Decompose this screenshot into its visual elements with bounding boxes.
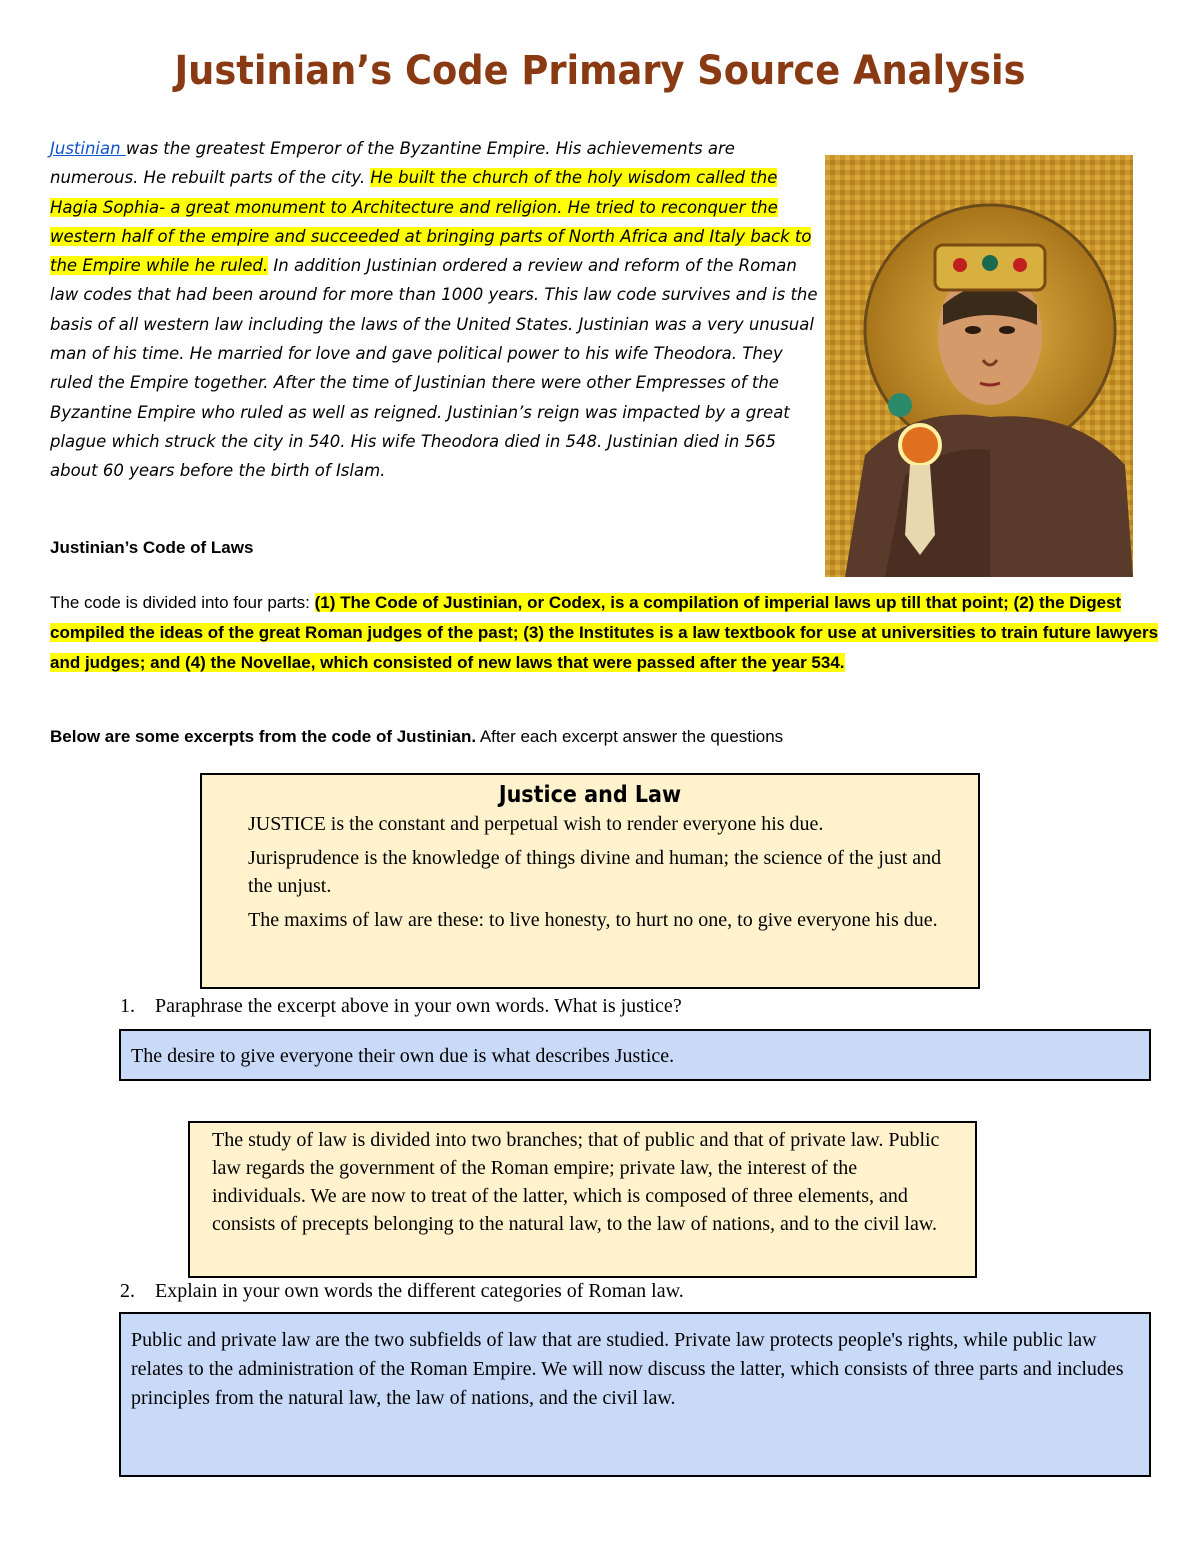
answer-1-field[interactable]: The desire to give everyone their own due is what describes Justice. (119, 1029, 1151, 1081)
code-of-laws-heading: Justinian’s Code of Laws (50, 538, 254, 557)
answer-2-field[interactable]: Public and private law are the two subfields of law that are studied. Private law protects people's rights, while public law relates to the administration of the Roman Empire. We will now discuss the latter, which consists of three parts and includes principles from the natural law, the law of nations, and the civil law. (119, 1312, 1151, 1477)
excerpt-public-private-law: The study of law is divided into two branches; that of public and that of private law. Public law regards the government of the Roman empire; private law, the interest of the individuals. We are now to treat of the latter, which is composed of three elements, and consists of precepts belonging to the natural law, to the law of nations, and to the civil law. (188, 1121, 977, 1278)
code-parts-paragraph (50, 588, 1160, 677)
code-parts-highlight: (1) The Code of Justinian, or Codex, is a compilation of imperial laws up till that point; (2) the Digest compiled the ideas of the great Roman judges of the past; (3) the Institutes is a law textbook for use at universities to train future lawyers and judges; and (4) the Novellae, which consisted of new laws that were passed after the year 534. (50, 593, 1159, 672)
intro-highlight: He built the church of the holy wisdom called the Hagia Sophia- a great monument to Architecture and religion. He tried to reconquer the western half of the empire and succeeded at bringing parts of North Africa and Italy back to the Empire while he ruled. (50, 168, 812, 276)
question-text: Paraphrase the excerpt above in your own words. What is justice? (155, 995, 682, 1017)
code-parts-lead: The code is divided into four parts: (50, 593, 315, 612)
question-2 (120, 1280, 684, 1303)
excerpt-line: JUSTICE is the constant and perpetual wish to render everyone his due. (248, 813, 824, 835)
excerpt-justice-and-law (200, 773, 980, 989)
excerpt-line: Jurisprudence is the knowledge of things divine and human; the science of the just and the unjust. (248, 847, 942, 897)
excerpts-instructions-bold: Below are some excerpts from the code of Justinian. (50, 727, 477, 746)
page-title: Justinian’s Code Primary Source Analysis (174, 48, 1026, 94)
excerpts-instructions-normal: After each excerpt answer the questions (476, 727, 784, 746)
excerpt-title: Justice and Law (498, 782, 682, 808)
intro-text-2: In addition Justinian ordered a review and reform of the Roman law codes that had been around for more than 1000 years. This law code survives and is the basis of all western law including the laws of the United States. Justinian was a very unusual man of his time. He married for love and gave political power to his wife Theodora. They ruled the Empire together. After the time of Justinian there were other Empresses of the Byzantine Empire who ruled as well as reigned. Justinian’s reign was impacted by a great plague which struck the city in 540. His wife Theodora died in 548. Justinian died in 565 about 60 years before the birth of Islam. (50, 256, 818, 481)
question-text: Explain in your own words the different categories of Roman law. (155, 1280, 684, 1302)
justinian-mosaic-image (825, 155, 1133, 577)
excerpt-line: The maxims of law are these: to live honesty, to hurt no one, to give everyone his due. (248, 909, 938, 931)
intro-text-1: was the greatest Emperor of the Byzantine Empire. His achievements are numerous. He rebuilt parts of the city. (50, 139, 735, 188)
intro-paragraph (50, 134, 820, 486)
justinian-link[interactable]: Justinian (50, 139, 126, 158)
question-number: 2. (120, 1280, 135, 1302)
question-1 (120, 995, 682, 1018)
question-number: 1. (120, 995, 135, 1017)
excerpts-instructions (50, 727, 783, 747)
